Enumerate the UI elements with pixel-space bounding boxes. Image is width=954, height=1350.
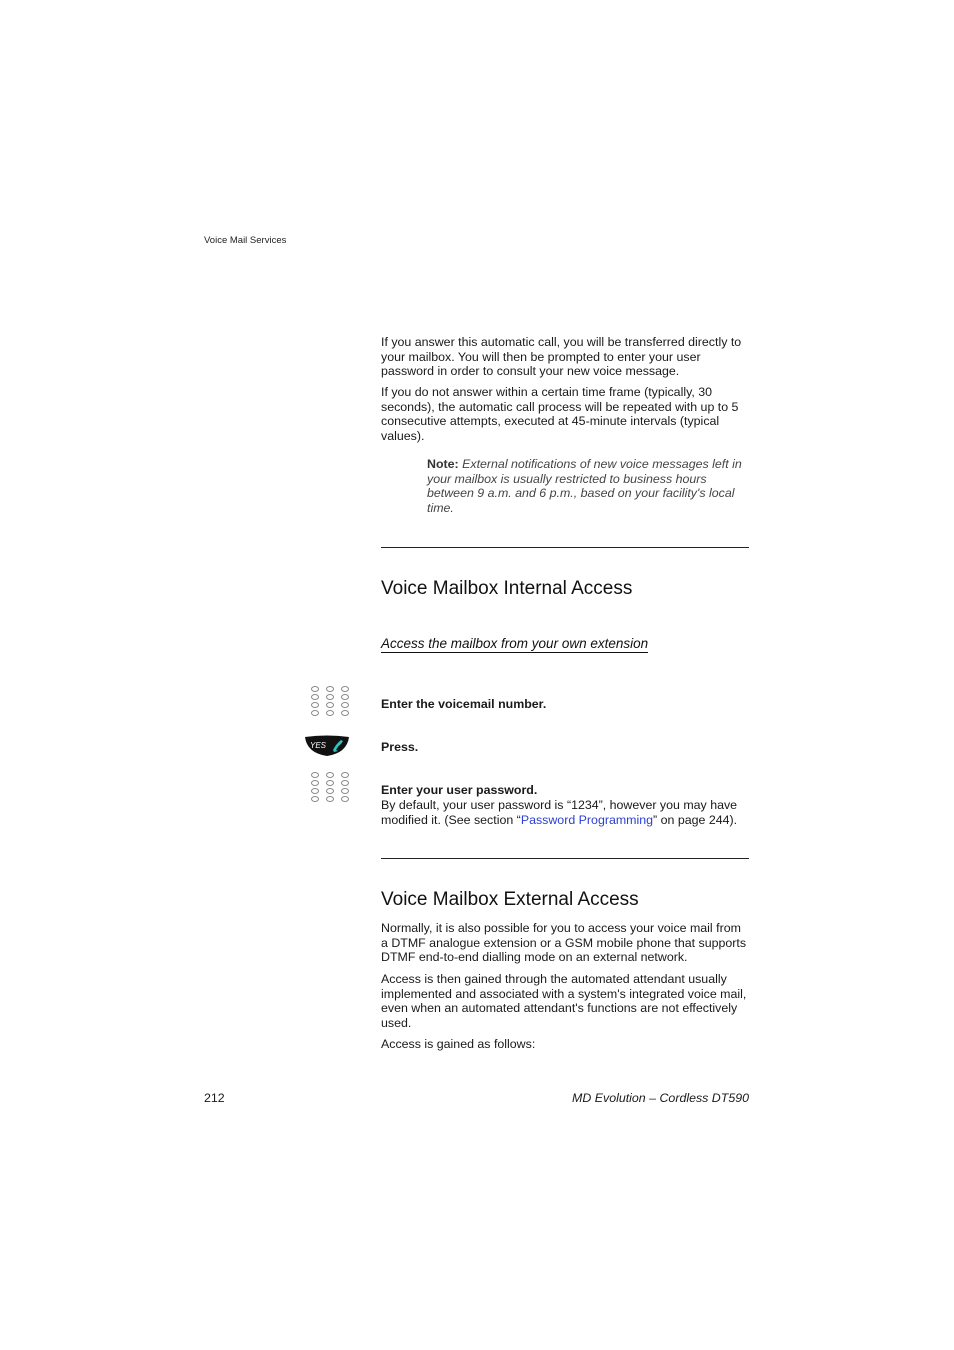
password-description-text: By default, your user password is “1234”, however you may have modified it. (See section “: [381, 798, 738, 827]
note-block: [427, 457, 749, 515]
intro-paragraph-2: If you do not answer within a certain time frame (typically, 30 seconds), the automatic call process will be repeated with up to 5 consecutive attempts, executed at 45-minute intervals (typical values).: [381, 385, 739, 443]
yes-key-label: YES: [310, 741, 327, 750]
external-paragraph-2: Access is then gained through the automated attendant usually implemented and associated with a system's integrated voice mail, even when an automated attendant's functions are not effectively used.: [381, 972, 747, 1030]
step-press: Press.: [381, 740, 419, 754]
section-divider: [381, 547, 749, 548]
password-programming-link[interactable]: Password Programming: [520, 812, 654, 827]
running-header: Voice Mail Services: [204, 235, 287, 246]
step-enter-password: Enter your user password.: [381, 783, 538, 797]
password-description-tail: ” on page 244).: [653, 812, 738, 827]
document-title: MD Evolution – Cordless DT590: [572, 1091, 749, 1105]
keypad-icon: [311, 772, 350, 804]
internal-access-subheading: Access the mailbox from your own extension: [381, 636, 649, 651]
external-paragraph-1: Normally, it is also possible for you to access your voice mail from a DTMF analogue extension or a GSM mobile phone that supports DTMF end-to-end dialling mode on an external network.: [381, 921, 747, 964]
external-access-heading: Voice Mailbox External Access: [381, 889, 639, 910]
external-paragraph-3: Access is gained as follows:: [381, 1037, 536, 1051]
yes-key-icon: [303, 735, 351, 762]
password-description: [381, 798, 749, 827]
intro-paragraph-1: If you answer this automatic call, you will be transferred directly to your mailbox. You will then be prompted to enter your user password in order to consult your new voice message.: [381, 335, 742, 378]
step-enter-voicemail-number: Enter the voicemail number.: [381, 697, 547, 711]
note-label: Note:: [427, 457, 459, 471]
internal-access-heading: Voice Mailbox Internal Access: [381, 578, 633, 599]
section-divider: [381, 858, 749, 859]
keypad-icon: [311, 686, 350, 718]
note-text: External notifications of new voice messages left in your mailbox is usually restricted to business hours between 9 a.m. and 6 p.m., based on your facility's local time.: [427, 457, 742, 515]
page-number: 212: [204, 1091, 225, 1105]
